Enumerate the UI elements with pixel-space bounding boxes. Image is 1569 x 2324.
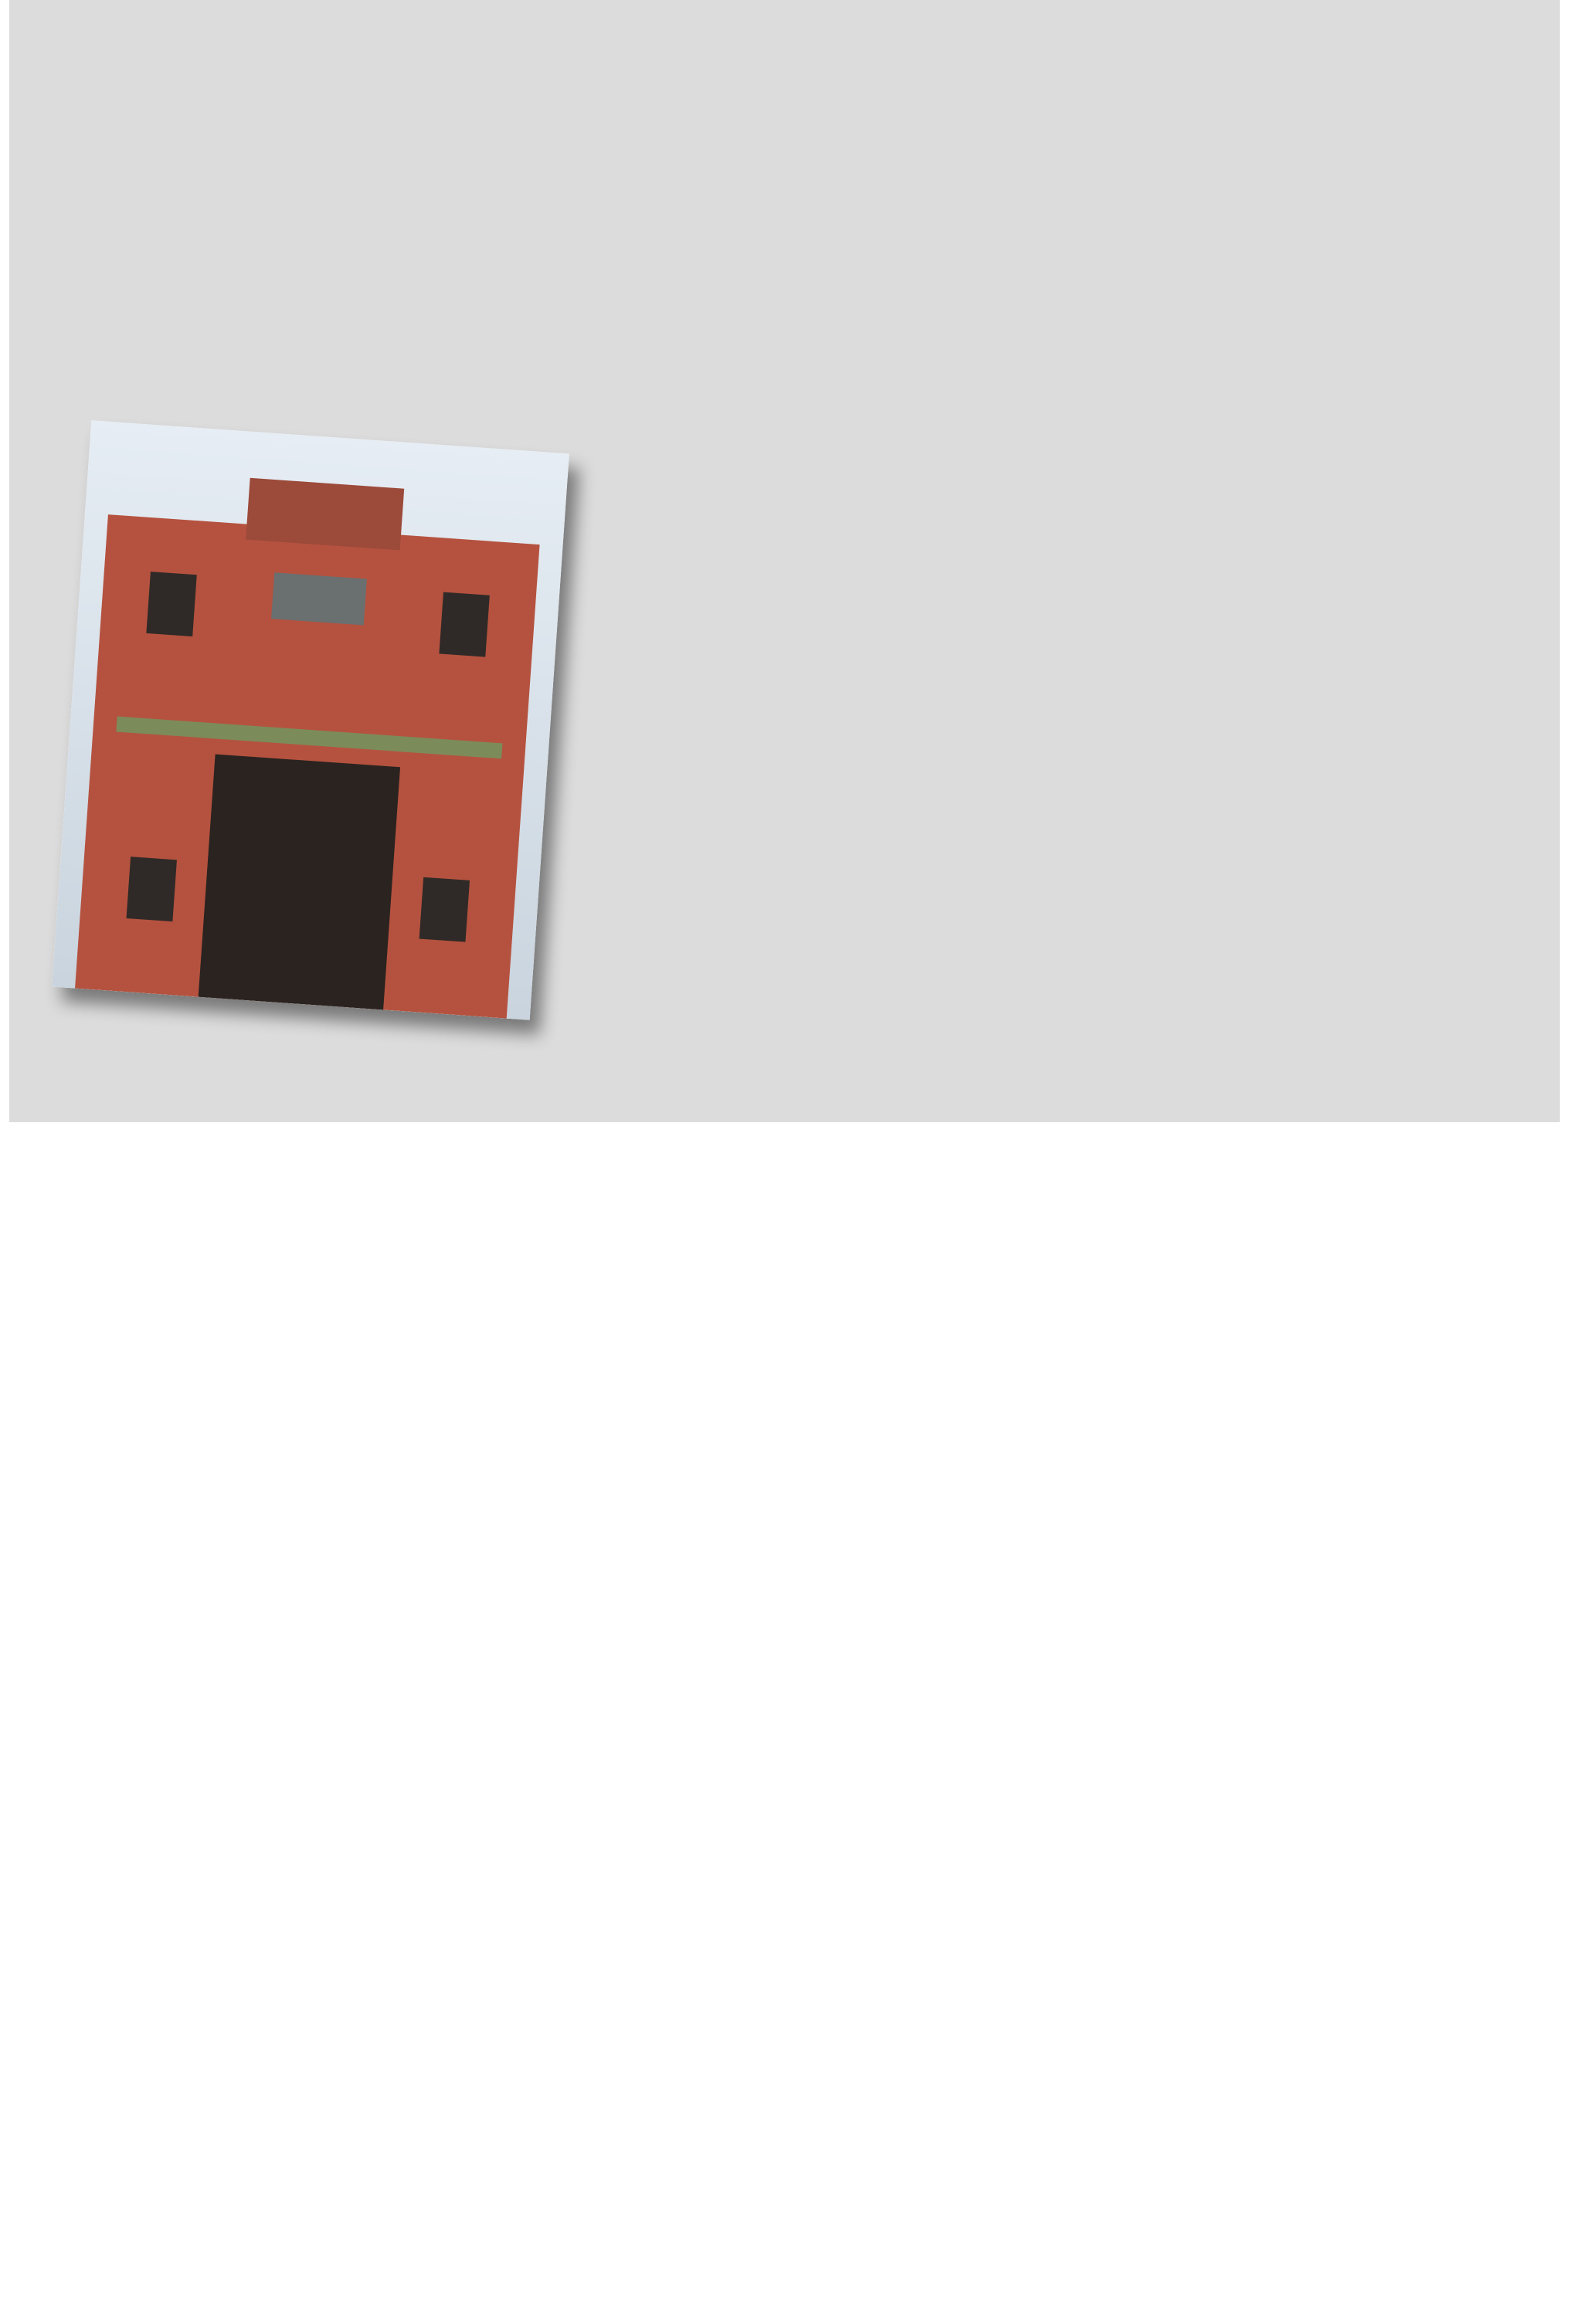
article-photo xyxy=(52,420,569,1020)
article-body xyxy=(340,1197,1282,2147)
photo-image xyxy=(52,420,569,1020)
